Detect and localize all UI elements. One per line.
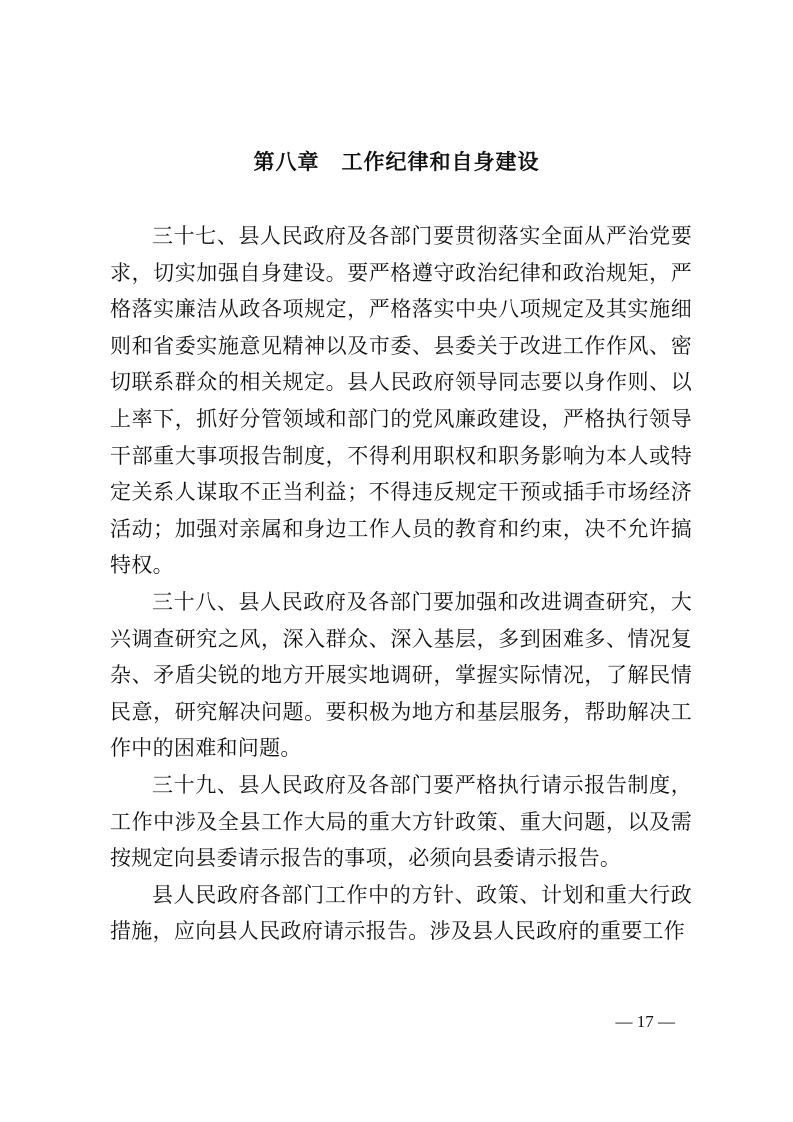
paragraph-article-39: 三十九、县人民政府及各部门要严格执行请示报告制度，工作中涉及全县工作大局的重大方针政策、重大问题，以及需按规定向县委请示报告的事项，必须向县委请示报告。 xyxy=(110,772,692,871)
paragraph-article-38: 三十八、县人民政府及各部门要加强和改进调查研究，大兴调查研究之风，深入群众、深入基层，多到困难多、情况复杂、矛盾尖锐的地方开展实地调研，掌握实际情况，了解民情民意，研究解决问题。要积极为地方和基层服务，帮助解决工作中的困难和问题。 xyxy=(110,589,692,761)
page-number: — 17 — xyxy=(615,1012,675,1031)
paragraph-article-39-continued: 县人民政府各部门工作中的方针、政策、计划和重大行政措施，应向县人民政府请示报告。涉及县人民政府的重要工作 xyxy=(110,882,692,944)
body-text xyxy=(110,218,692,950)
chapter-title: 第八章 工作纪律和自身建设 xyxy=(253,150,540,174)
paragraph-article-37: 三十七、县人民政府及各部门要贯彻落实全面从严治党要求，切实加强自身建设。要严格遵守政治纪律和政治规矩，严格落实廉洁从政各项规定，严格落实中央八项规定及其实施细则和省委实施意见精神以及市委、县委关于改进工作作风、密切联系群众的相关规定。县人民政府领导同志要以身作则、以上率下，抓好分管领域和部门的党风廉政建设，严格执行领导干部重大事项报告制度，不得利用职权和职务影响为本人或特定关系人谋取不正当利益；不得违反规定干预或插手市场经济活动；加强对亲属和身边工作人员的教育和约束，决不允许搞特权。 xyxy=(110,224,692,578)
